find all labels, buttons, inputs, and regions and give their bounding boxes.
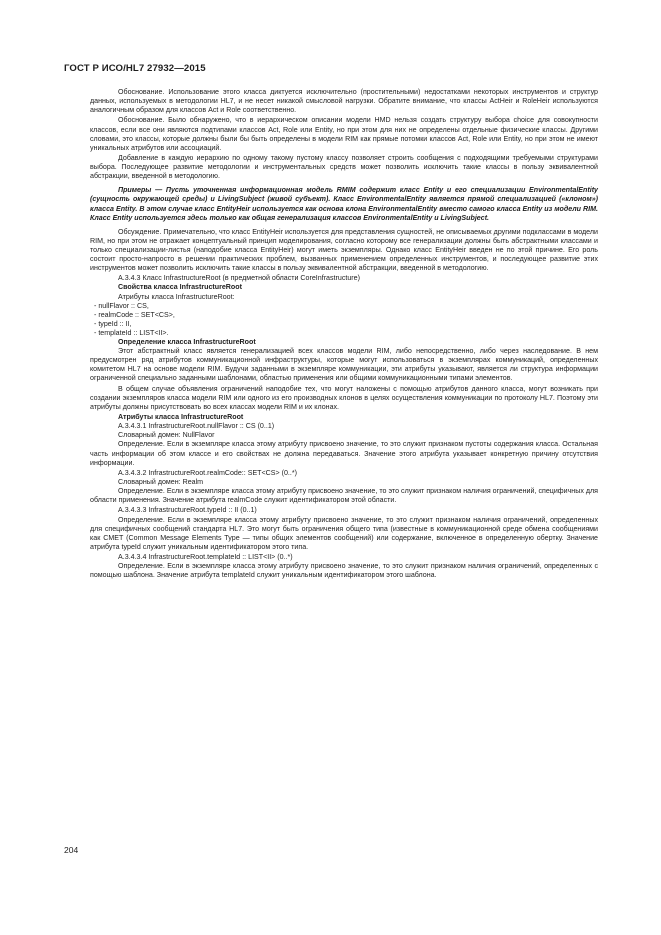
page-body (90, 88, 598, 582)
paragraph: Обоснование. Использование этого класса диктуется исключительно (простительными) недостатками некоторых инструментов и структур данных, используемых в методологии HL7, и не несет никакой смысловой нагрузки. Обратите внимание, что классы ActHeir и RoleHeir используются аналогичным образом для классов Act и Role соответственно. (90, 88, 598, 115)
subheading: Свойства класса InfrastructureRoot (118, 283, 242, 292)
example-note: Примеры — Пусть уточненная информационная модель RMIM содержит класс Entity и его специализации EnvironmentalEntity (сущность окружающей среды) и LivingSubject (живой субъект). Класс EnvironmentalEntity является прямой специализацией («клоном») класса Entity. В этом случае класс EntityHeir используется как основа клона EnvironmentalEntity вместо самого класса Entity из модели RIM. Класс Entity используется здесь только как общая генерализация классов EnvironmentalEntity и LivingSubject. (90, 186, 598, 222)
attribute-heading: А.3.4.3.2 InfrastructureRoot.realmCode:: SET<CS> (0..*) (118, 468, 297, 477)
page-number: 204 (64, 845, 79, 855)
list-item: - templateId :: LIST<II>. (94, 328, 169, 337)
standard-header: ГОСТ Р ИСО/HL7 27932—2015 (64, 63, 206, 74)
list-item: - nullFlavor :: CS, (94, 301, 149, 310)
paragraph: Определение. Если в экземпляре класса этому атрибуту присвоено значение, то это служит признаком наличия ограничений, специфичных для области применения. Значение атрибута realmCode служит идентификатором этой области. (90, 487, 598, 505)
paragraph: Определение. Если в экземпляре класса этому атрибуту присвоено значение, то это служит признаком наличия ограничений, определенных с помощью шаблона. Значение атрибута templateId служит уникальным идентификатором этого шаблона. (90, 562, 598, 580)
list-item: - typeId :: II, (94, 319, 132, 328)
vocabulary-domain: Словарный домен: NullFlavor (118, 431, 215, 440)
subheading: Атрибуты класса InfrastructureRoot (118, 413, 244, 422)
attribute-heading: А.3.4.3.4 InfrastructureRoot.templateId :: LIST<II> (0..*) (118, 553, 293, 562)
paragraph: В общем случае объявления ограничений наподобие тех, что могут наложены с помощью атрибутов данного класса, могут возникать при создании экземпляров класса модели RIM или одного из его производных клонов в целях осуществления коммуникации по протоколу HL7. Поэтому эти атрибуты должны присутствовать во всех классах модели RIM и их клонах. (90, 384, 598, 411)
list-item: - realmCode :: SET<CS>, (94, 310, 175, 319)
attributes-intro: Атрибуты класса InfrastructureRoot: (118, 292, 235, 301)
paragraph: Определение. Если в экземпляре класса этому атрибуту присвоено значение, то это служит признаком наличия ограничений, определенных для специфичных сообщений стандарта HL7. Это могут быть ограничения общего типа (известные в коммуникационной среде обмена сообщениями как CMET (Common Message Elements Type — типы общих элементов сообщений) или содержание, включенное в определенную обертку. Значение атрибута typeId служит уникальным идентификатором этого типа. (90, 515, 598, 551)
paragraph: Обсуждение. Примечательно, что класс EntityHeir используется для представления сущностей, не описываемых другими подклассами в модели RIM, но при этом не отражает концептуальный принцип моделирования, согласно которому все генерализации должны быть абстрактными классами и только специализации-листья (наподобие класса EntityHeir) могут иметь экземпляры. Однако класс EntityHeir введен не по этой причине. Его роль состоит просто-напросто в решении практических проблем, вызванных применением определенных инструментов, и последующее развитие этих инструментов может позволить исключить такие классы в пользу эквивалентной абстракции, введенной в методологию. (90, 227, 598, 273)
paragraph: Определение. Если в экземпляре класса этому атрибуту присвоено значение, то это служит признаком пустоты содержания класса. Остальная часть информации об этом классе и его свойствах не должна передаваться. Значение этого атрибута указывает конкретную причину отсутствия информации. (90, 440, 598, 467)
attributes-list (90, 302, 598, 338)
paragraph: Этот абстрактный класс является генерализацией всех классов модели RIM, либо непосредственно, либо через наследование. В нем предусмотрен ряд атрибутов коммуникационной инфраструктуры, которые могут использоваться в экземплярах коммуникаций, определенных комитетом HL7 на основе модели RIM. Будучи заданными в экземпляре коммуникации, эти атрибуты указывают, является ли структура информации ограниченной специально заданными шаблонами, областью применения или общими коммуникационными типами элементов. (90, 347, 598, 383)
vocabulary-domain: Словарный домен: Realm (118, 477, 204, 486)
paragraph: Добавление в каждую иерархию по одному такому пустому классу позволяет строить сообщения с подходящими требуемыми структурами выбора. Последующее развитие методологии и инструментальных средств может позволить исключить такие классы в пользу эквивалентной абстракции, введенной в методологию. (90, 154, 598, 181)
subheading: Определение класса InfrastructureRoot (118, 338, 256, 346)
attribute-heading: А.3.4.3.1 InfrastructureRoot.nullFlavor :: CS (0..1) (118, 422, 275, 431)
attribute-heading: А.3.4.3.3 InfrastructureRoot.typeId :: II (0..1) (118, 506, 257, 515)
section-heading: А.3.4.3 Класс InfrastructureRoot (в предметной области CoreInfrastructure) (118, 274, 360, 283)
paragraph: Обоснование. Было обнаружено, что в иерархическом описании модели HMD нельзя создать структуру выбора choice для совокупности классов, если все они являются подтипами классов Act, Role или Entity, но при этом для них не определены отдельные физические классы. Другими словами, это классы, которые должны были бы быть определены в модели RIM как прямые потомки классов Act, Role или Entity, но при этом не имеют уникальных атрибутов или ассоциаций. (90, 116, 598, 152)
